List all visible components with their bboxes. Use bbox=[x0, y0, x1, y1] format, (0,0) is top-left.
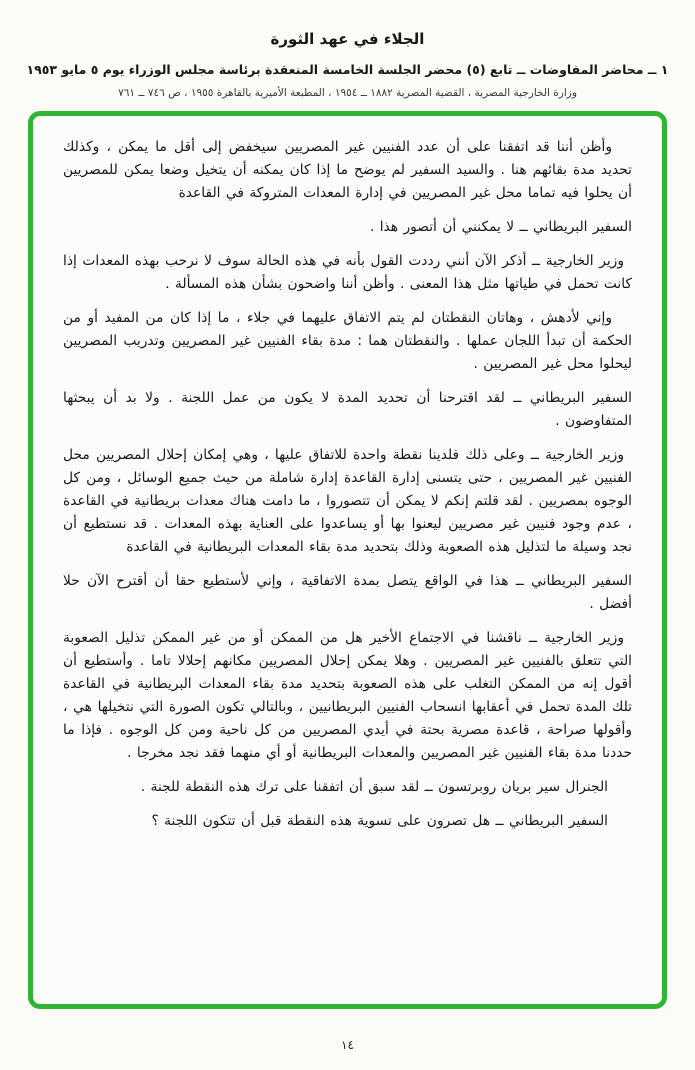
paragraph-british-ambassador: السفير البريطاني ــ هذا في الواقع يتصل بمدة الاتفاقية ، وإني لأستطيع حقا أن أقترح الآن حلا أفضل . bbox=[63, 573, 632, 612]
paragraph-british-ambassador: السفير البريطاني ــ لا يمكنني أن أتصور هذا . bbox=[369, 219, 632, 235]
paragraph-narration: وأظن أننا قد اتفقنا على أن عدد الفنيين غير المصريين سيخفض إلى أقل ما يمكن ، وكذلك تحديد مدة بقائهم هنا . والسيد السفير لم يوضح ما إذا كان يمكنه أن يتخيل وضعا يمكن للمصريين أن يحلوا فيه تماما محل غير المصريين في إدارة المعدات المتروكة في القاعدة bbox=[63, 139, 632, 201]
paragraph-foreign-minister: وزير الخارجية ــ ناقشنا في الاجتماع الأخير هل من الممكن أو من غير الممكن تذليل الصعوبة التي تتعلق بالفنيين غير المصريين . وهلا يمكن إحلال المصريين مكانهم إحلالا تاما . وأستطيع أن أقول إنه من الممكن التغلب على هذه الصعوبة بتحديد مدة بقاء المعدات البريطانية في القاعدة تلك المدة تحمل في أعقابها انسحاب الفنيين البريطانيين ، وبالتالي تكون الصورة التي نتخيلها هي ، وأقولها صراحة ، قاعدة مصرية بحتة في أيدي المصريين من كل ناحية ومن كل الوجوه . فإذا ما حددنا مدة بقاء الفنيين غير المصريين والمعدات البريطانية أو أي منهما فقد نجد مخرجا . bbox=[63, 630, 632, 761]
section-heading: ١ ــ محاضر المفاوضات ــ تابع (٥) محضر الجلسة الخامسة المنعقدة برئاسة مجلس الوزراء يوم ٥ مايو ١٩٥٣ bbox=[26, 62, 669, 77]
page-number: ١٤ bbox=[341, 1038, 354, 1052]
paragraph-foreign-minister: وزير الخارجية ــ وعلى ذلك فلدينا نقطة واحدة للاتفاق عليها ، وهي إمكان إحلال المصريين محل الفنيين غير المصريين ، حتى يتسنى إدارة القاعدة إدارة شاملة من حيث جميع الوسائل ، ومن كل الوجوه بمصريين . لقد قلتم إنكم لا يمكن أن تتصوروا ، ما دامت هناك معدات بريطانية في القاعدة ، عدم وجود فنيين غير مصريين ليعنوا بها أو يساعدوا على العناية بهذه المعدات . قد نستطيع أن نجد وسيلة ما لتذليل هذه الصعوبة وذلك بتحديد مدة بقاء المعدات البريطانية في القاعدة bbox=[63, 447, 632, 555]
paragraph-general-robertson: الجنرال سير بريان روبرتسون ــ لقد سبق أن اتفقنا على ترك هذه النقطة للجنة . bbox=[140, 779, 608, 795]
paragraph-british-ambassador: السفير البريطاني ــ هل تصرون على تسوية هذه النقطة قبل أن تتكون اللجنة ؟ bbox=[151, 813, 608, 829]
paragraph-foreign-minister: وزير الخارجية ــ أذكر الآن أنني رددت القول بأنه في هذه الحالة سوف لا نرحب بهذه المعدات إذا كانت تحمل في طياتها مثل هذا المعنى . وأظن أننا واضحون بشأن هذه المسألة . bbox=[63, 253, 632, 292]
page-header bbox=[0, 30, 695, 99]
highlight-frame bbox=[28, 111, 667, 1009]
paragraph-narration: وإني لأدهش ، وهاتان النقطتان لم يتم الاتفاق عليهما في جلاء ، ما إذا كان من المفيد أو من الحكمة أن تبدأ اللجان عملها . والنقطتان هما : مدة بقاء الفنيين غير المصريين وتدريب المصريين ليحلوا محل غير المصريين . bbox=[63, 310, 632, 372]
paragraph-british-ambassador: السفير البريطاني ــ لقد اقترحنا أن تحديد المدة لا يكون من عمل اللجنة . ولا بد أن يبحثها المتفاوضون . bbox=[63, 390, 632, 429]
book-title: الجلاء في عهد الثورة bbox=[270, 30, 425, 48]
source-citation: وزارة الخارجية المصرية ، القضية المصرية ١٨٨٢ ــ ١٩٥٤ ، المطبعة الأميرية بالقاهرة ١٩٥٥ ، ص ٧٤٦ ــ ٧٦١ bbox=[118, 87, 577, 99]
